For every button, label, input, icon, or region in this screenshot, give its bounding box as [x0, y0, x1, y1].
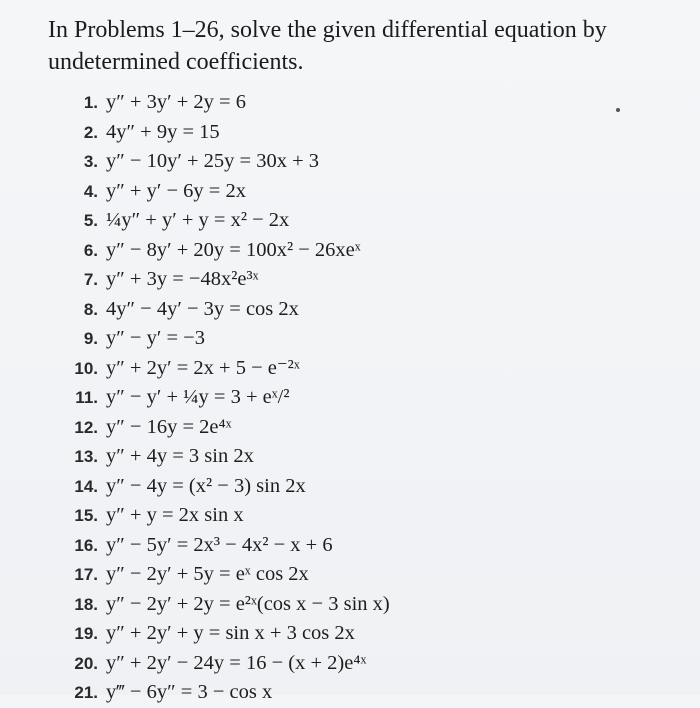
problem-item	[62, 442, 390, 472]
problem-list	[62, 88, 390, 708]
problem-number: 4.	[83, 181, 98, 201]
problem-item	[62, 560, 390, 590]
problem-equation: y″ + y′ − 6y = 2x	[106, 179, 246, 202]
problem-number: 17.	[74, 565, 98, 584]
problem-item	[62, 472, 390, 502]
problem-equation: y″ − 16y = 2e⁴ˣ	[106, 415, 232, 438]
problem-equation: y″ − 10y′ + 25y = 30x + 3	[106, 150, 320, 172]
problem-item	[62, 531, 390, 561]
problem-set-heading: In Problems 1–26, solve the given differential equation by undetermined coefficients.	[48, 17, 607, 75]
problem-equation: y″ + 4y = 3 sin 2x	[106, 445, 254, 467]
problem-number: 19.	[74, 624, 98, 643]
problem-equation: y″ − 8y′ + 20y = 100x² − 26xeˣ	[106, 238, 361, 261]
problem-item	[62, 295, 390, 325]
problem-equation: y″ − 4y = (x² − 3) sin 2x	[106, 474, 306, 497]
problem-equation: y″ + 2y′ − 24y = 16 − (x + 2)e⁴ˣ	[106, 651, 367, 674]
problem-number: 10.	[74, 358, 98, 378]
problem-item	[62, 177, 390, 207]
problem-equation: y″ − 2y′ + 2y = e²ˣ(cos x − 3 sin x)	[106, 592, 390, 615]
problem-equation: y″ + y = 2x sin x	[106, 504, 244, 526]
problem-number: 2.	[83, 122, 98, 142]
problem-item	[62, 206, 390, 236]
problem-item	[62, 236, 390, 266]
problem-item	[62, 619, 390, 649]
problem-item	[62, 354, 390, 384]
problem-equation: 4y″ − 4y′ − 3y = cos 2x	[106, 297, 299, 320]
problem-item	[62, 88, 390, 118]
problem-number: 12.	[74, 417, 98, 437]
problem-equation: y″ − y′ = −3	[106, 327, 205, 349]
problem-number: 18.	[74, 594, 98, 614]
problem-number: 20.	[74, 653, 98, 673]
problem-number: 5.	[83, 211, 98, 230]
problem-item	[62, 147, 390, 177]
problem-equation: y″ + 2y′ = 2x + 5 − e⁻²ˣ	[106, 356, 300, 379]
problem-item	[62, 590, 390, 620]
problem-item	[62, 324, 390, 354]
problem-equation: ¼y″ + y′ + y = x² − 2x	[106, 209, 290, 231]
problem-number: 8.	[83, 299, 98, 319]
problem-item	[62, 649, 390, 679]
problem-item	[62, 118, 390, 148]
problem-equation: y″ + 3y = −48x²e³ˣ	[106, 268, 259, 290]
problem-equation: y″ − y′ + ¼y = 3 + eˣ/²	[106, 386, 290, 408]
problem-equation: y″ − 2y′ + 5y = eˣ cos 2x	[106, 563, 309, 585]
problem-number: 3.	[83, 152, 98, 171]
problem-number: 14.	[74, 476, 98, 496]
problem-number: 1.	[83, 93, 98, 112]
problem-item	[62, 501, 390, 531]
problem-equation: 4y″ + 9y = 15	[106, 120, 220, 143]
problem-number: 15.	[74, 506, 98, 525]
problem-equation: y‴ − 6y″ = 3 − cos x	[106, 681, 273, 703]
problem-equation: y″ + 3y′ + 2y = 6	[106, 91, 246, 113]
problem-number: 6.	[83, 240, 98, 260]
problem-item	[62, 413, 390, 443]
problem-item	[62, 383, 390, 413]
problem-item	[62, 265, 390, 295]
problem-number: 16.	[74, 535, 98, 555]
stray-mark	[616, 108, 620, 112]
problem-number: 13.	[74, 447, 98, 466]
problem-number: 11.	[75, 388, 98, 407]
problem-number: 9.	[83, 329, 98, 348]
problem-equation: y″ + 2y′ + y = sin x + 3 cos 2x	[106, 622, 355, 644]
problem-number: 21.	[74, 683, 98, 702]
problem-number: 7.	[83, 270, 98, 289]
problem-equation: y″ − 5y′ = 2x³ − 4x² − x + 6	[106, 533, 333, 556]
problem-item	[62, 678, 390, 708]
